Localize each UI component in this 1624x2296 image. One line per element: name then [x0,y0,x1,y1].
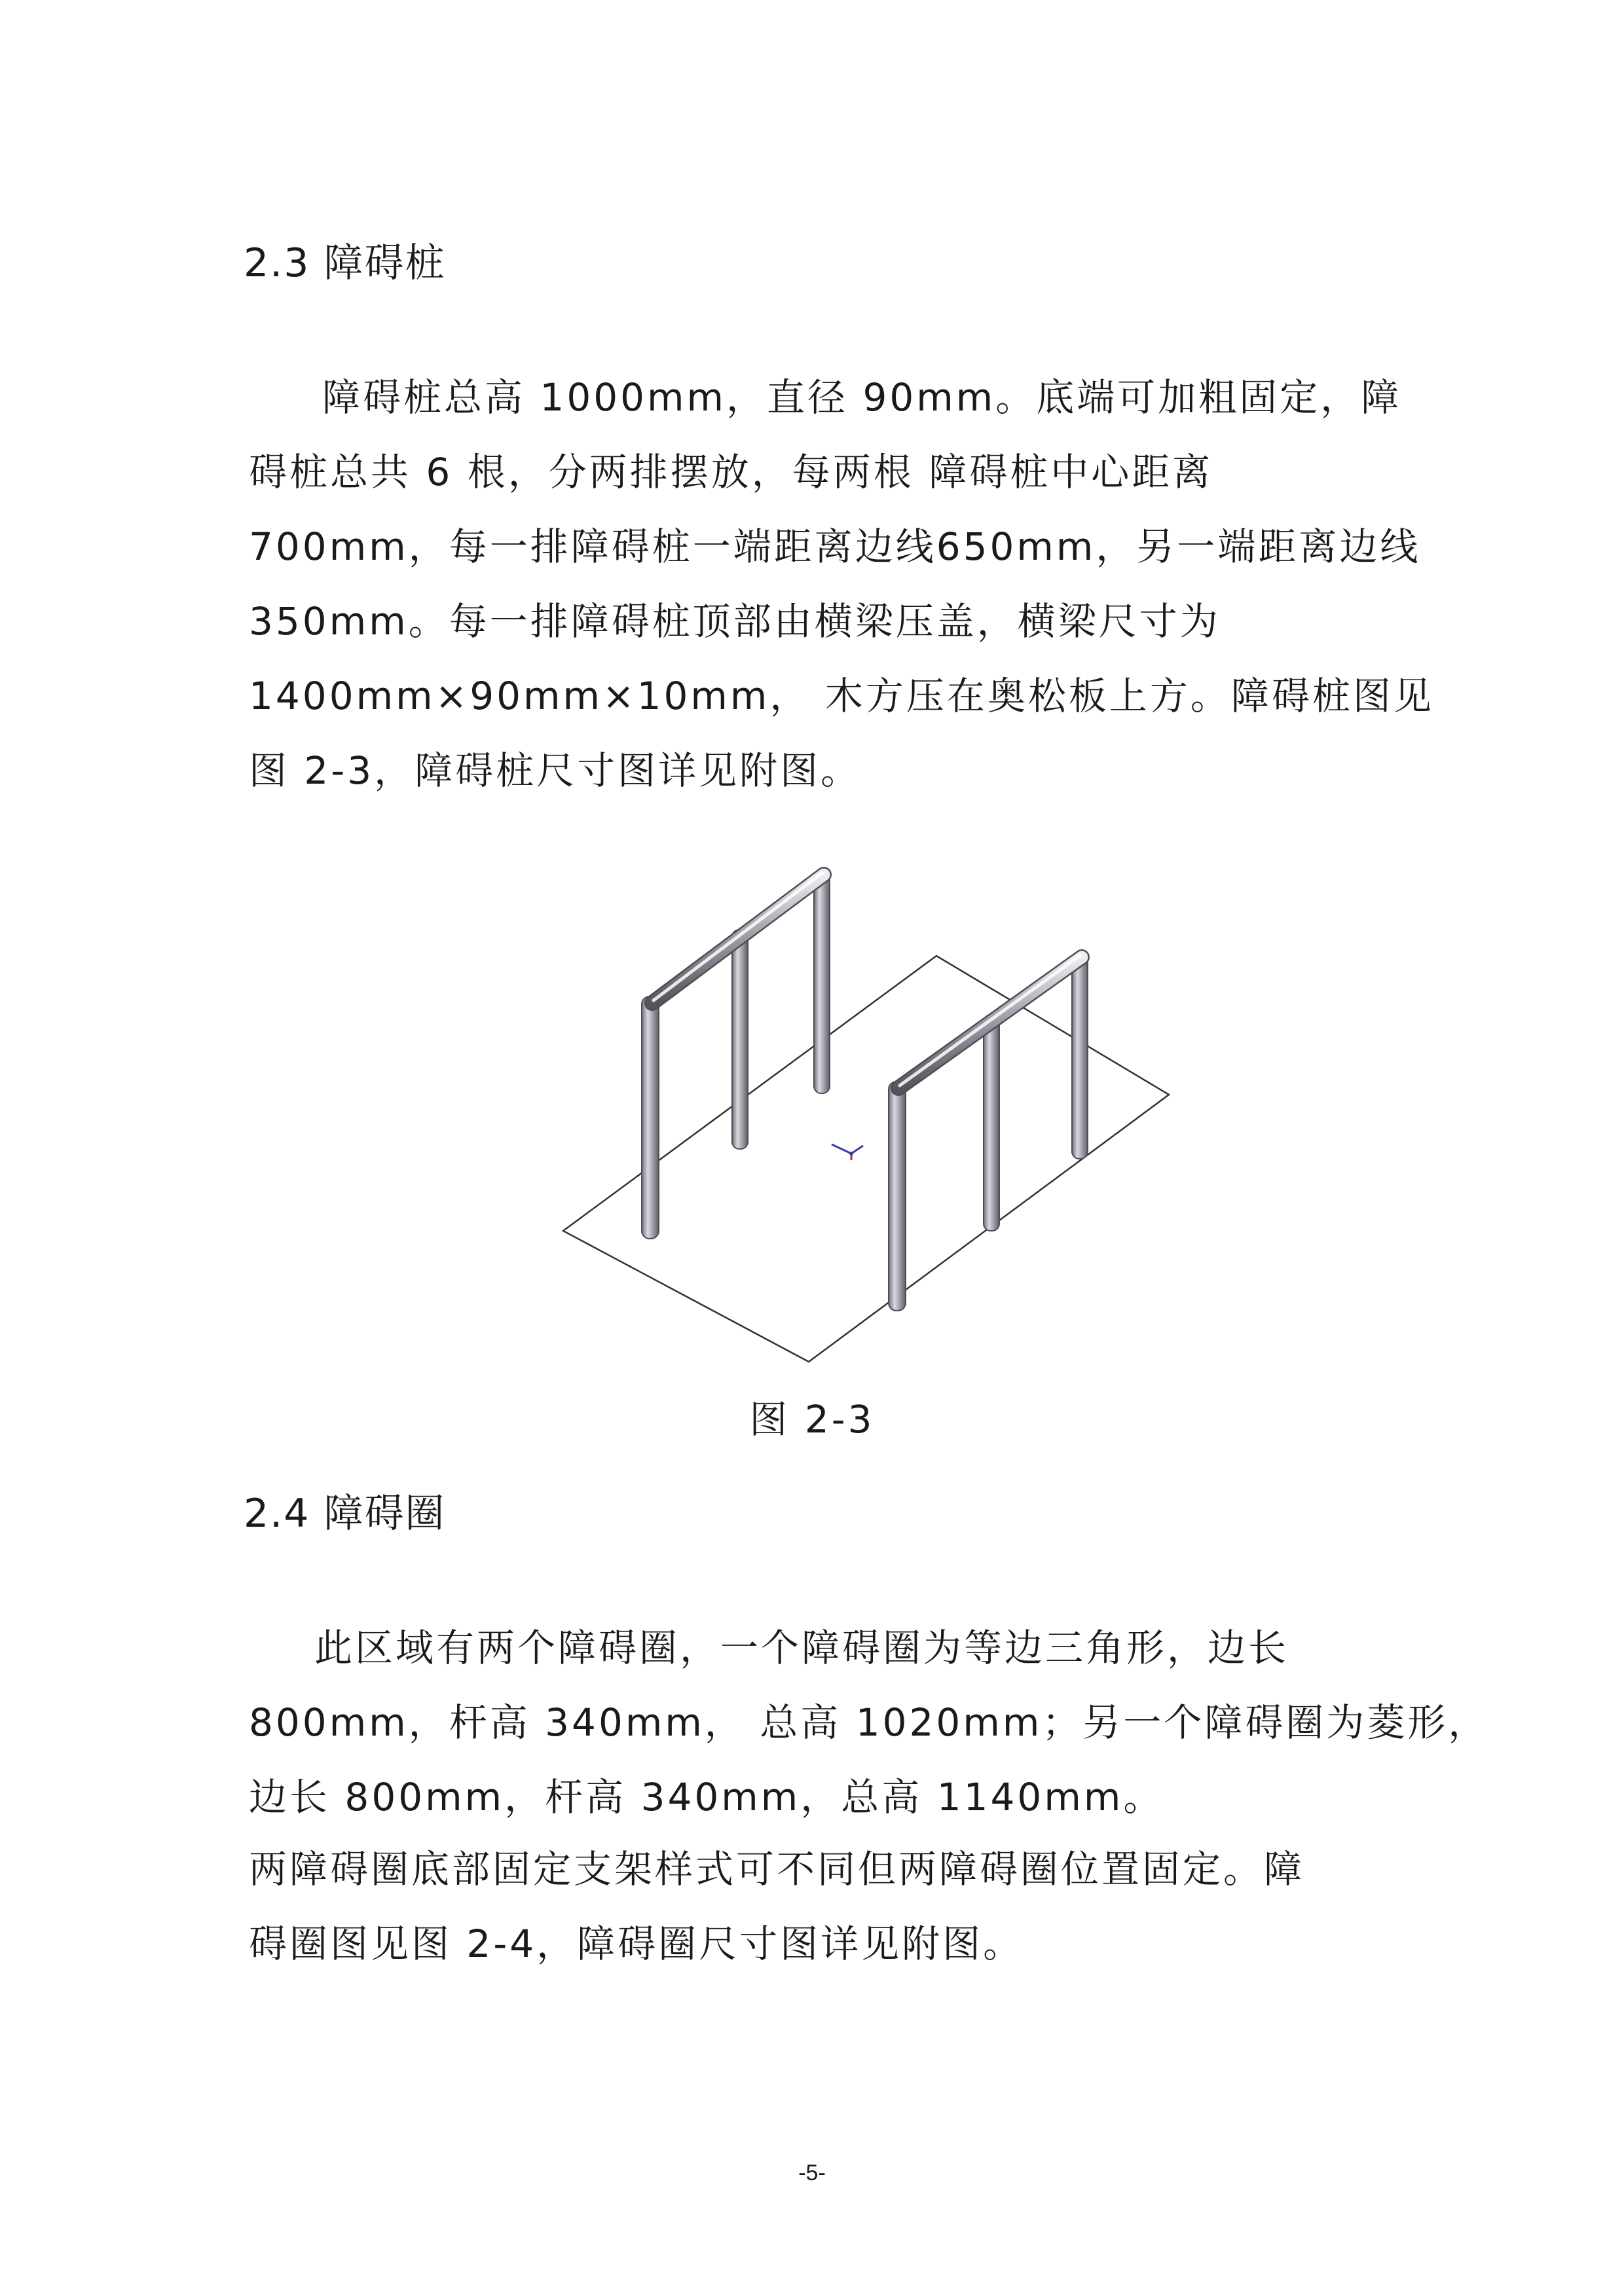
section-heading-2-3: 2.3 障碍桩 [244,240,446,286]
post [889,1082,906,1311]
figure-caption: 图 2-3 [749,1397,875,1442]
paragraph-line: 350mm。每一排障碍桩顶部由横梁压盖，横梁尺寸为 [249,599,1221,644]
section-2-4-paragraph-1 [249,1611,1489,1834]
section-2-3-paragraph [249,360,1434,808]
post [984,1015,999,1231]
page-number: -5- [798,2160,826,2185]
paragraph-line: 障碍桩总高 1000mm，直径 90mm。底端可加粗固定，障 [322,375,1402,420]
paragraph-line: 边长 800mm，杆高 340mm，总高 1140mm。 [249,1775,1164,1819]
paragraph-line: 碍桩总共 6 根，分两排摆放，每两根 障碍桩中心距离 [249,450,1213,494]
paragraph-line: 800mm，杆高 340mm， 总高 1020mm；另一个障碍圈为菱形， [249,1700,1489,1745]
post [1072,953,1088,1159]
post [642,996,659,1239]
paragraph-line: 此区域有两个障碍圈，一个障碍圈为等边三角形，边长 [314,1626,1289,1670]
paragraph-line: 700mm，每一排障碍桩一端距离边线650mm，另一端距离边线 [249,524,1421,569]
post [732,930,748,1149]
paragraph-line: 1400mm×90mm×10mm， 木方压在奥松板上方。障碍桩图见 [249,674,1434,718]
paragraph-line: 碍圈图见图 2-4，障碍圈尺寸图详见附图。 [249,1922,1024,1966]
obstacle-posts-figure [550,851,1179,1375]
section-heading-2-4: 2.4 障碍圈 [244,1491,446,1537]
section-2-4-paragraph-2 [249,1832,1401,1981]
paragraph-line: 两障碍圈底部固定支架样式可不同但两障碍圈位置固定。障 [249,1847,1305,1891]
post [814,871,830,1093]
paragraph-line: 图 2-3，障碍桩尺寸图详见附图。 [249,748,862,793]
